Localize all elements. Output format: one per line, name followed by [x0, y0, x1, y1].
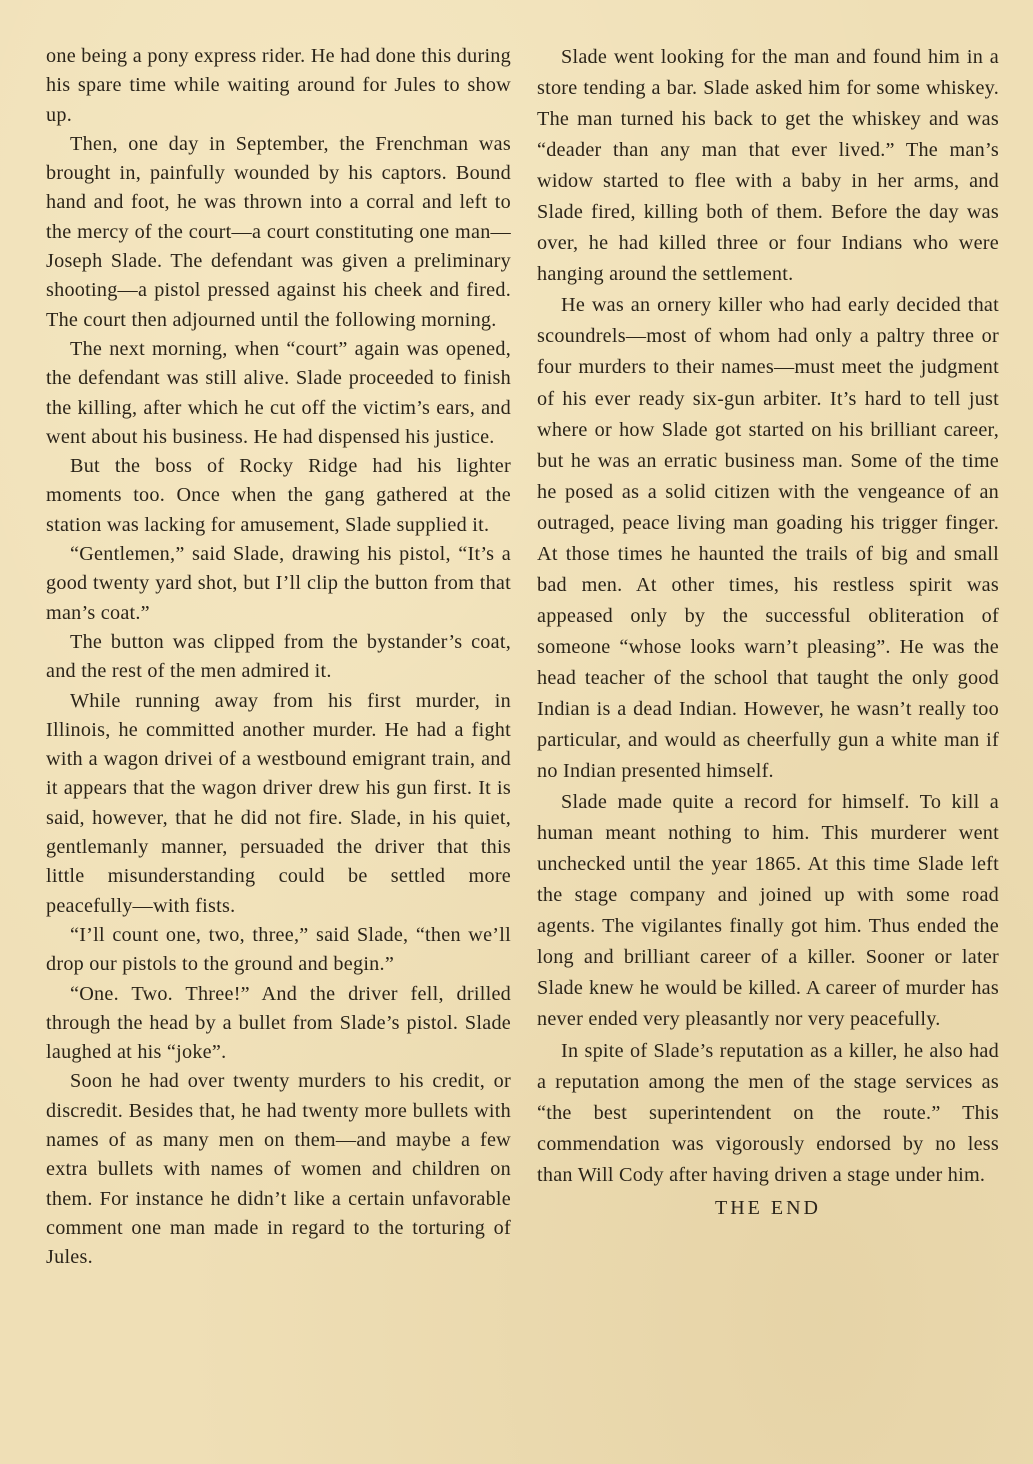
paragraph: The next morning, when “court” again was opened, the defendant was still alive. Slade proceeded to finish the killing, after which he cut off the victim’s ears, and went about his business. He had dispensed his justice. — [46, 337, 511, 448]
paragraph: But the boss of Rocky Ridge had his lighter moments too. Once when the gang gathered at the station was lacking for amusement, Slade supplied it. — [46, 455, 511, 536]
paragraph: one being a pony express rider. He had done this during his spare time while waiting around for Jules to show up. — [46, 45, 511, 126]
the-end-label: THE END — [715, 1196, 821, 1219]
paragraph: “I’ll count one, two, three,” said Slade, “then we’ll drop our pistols to the ground and begin.” — [46, 923, 511, 976]
paragraph: Slade made quite a record for himself. To kill a human meant nothing to him. This murderer went unchecked until the year 1865. At this time Slade left the stage company and joined up with some road agents. The vigilantes finally got him. Thus ended the long and brilliant career of a killer. Sooner or later Slade knew he would be killed. A career of murder has never ended very pleasantly nor very peacefully. — [537, 791, 999, 1031]
paragraph: The button was clipped from the bystander’s coat, and the rest of the men admired it. — [46, 630, 511, 683]
right-column — [537, 42, 999, 1224]
paragraph: Soon he had over twenty murders to his credit, or discredit. Besides that, he had twenty more bullets with names of as many men on them—and maybe a few extra bullets with names of women and children on them. For instance he didn’t like a certain unfavorable comment one man made in regard to the torturing of Jules. — [46, 1070, 511, 1269]
paragraph: In spite of Slade’s reputation as a killer, he also had a reputation among the men of the stage services as “the best superintendent on the route.” This commendation was vigorously endorsed by no less than Will Cody after having driven a stage under him. — [537, 1039, 999, 1186]
paragraph: Then, one day in September, the Frenchman was brought in, painfully wounded by his captors. Bound hand and foot, he was thrown into a corral and left to the mercy of the court—a court constituting one man—Joseph Slade. The defendant was given a preliminary shooting—a pistol pressed against his cheek and fired. The court then adjourned until the following morning. — [46, 132, 511, 331]
paragraph: “One. Two. Three!” And the driver fell, drilled through the head by a bullet from Slade’s pistol. Slade laughed at his “joke”. — [46, 982, 511, 1064]
paragraph: Slade went looking for the man and found him in a store tending a bar. Slade asked him for some whiskey. The man turned his back to get the whiskey and was “deader than any man that ever lived.” The man’s widow started to flee with a baby in her arms, and Slade fired, killing both of them. Before the day was over, he had killed three or four Indians who were hanging around the settlement. — [537, 46, 999, 286]
paragraph: “Gentlemen,” said Slade, drawing his pistol, “It’s a good twenty yard shot, but I’ll clip the button from that man’s coat.” — [46, 543, 511, 624]
paragraph: He was an ornery killer who had early decided that scoundrels—most of whom had only a paltry three or four murders to their names—must meet the judgment of his ever ready six-gun arbiter. It’s hard to tell just where or how Slade got started on his brilliant career, but he was an erratic business man. Some of the time he posed as a solid citizen with the vengeance of an outraged, peace living man goading his trigger finger. At those times he haunted the trails of big and small bad men. At other times, his restless spirit was appeased only by the successful obliteration of someone “whose looks warn’t pleasing”. He was the head teacher of the school that taught the only good Indian is a dead Indian. However, he wasn’t really too particular, and would as cheerfully gun a white man if no Indian presented himself. — [537, 294, 999, 783]
paragraph: While running away from his first murder, in Illinois, he committed another murder. He had a fight with a wagon drivei of a westbound emigrant train, and it appears that the wagon driver drew his gun first. It is said, however, that he did not fire. Slade, in his quiet, gentlemanly manner, persuaded the driver that this little misunderstanding could be settled more peacefully—with fists. — [46, 689, 511, 917]
left-column — [46, 42, 511, 1272]
